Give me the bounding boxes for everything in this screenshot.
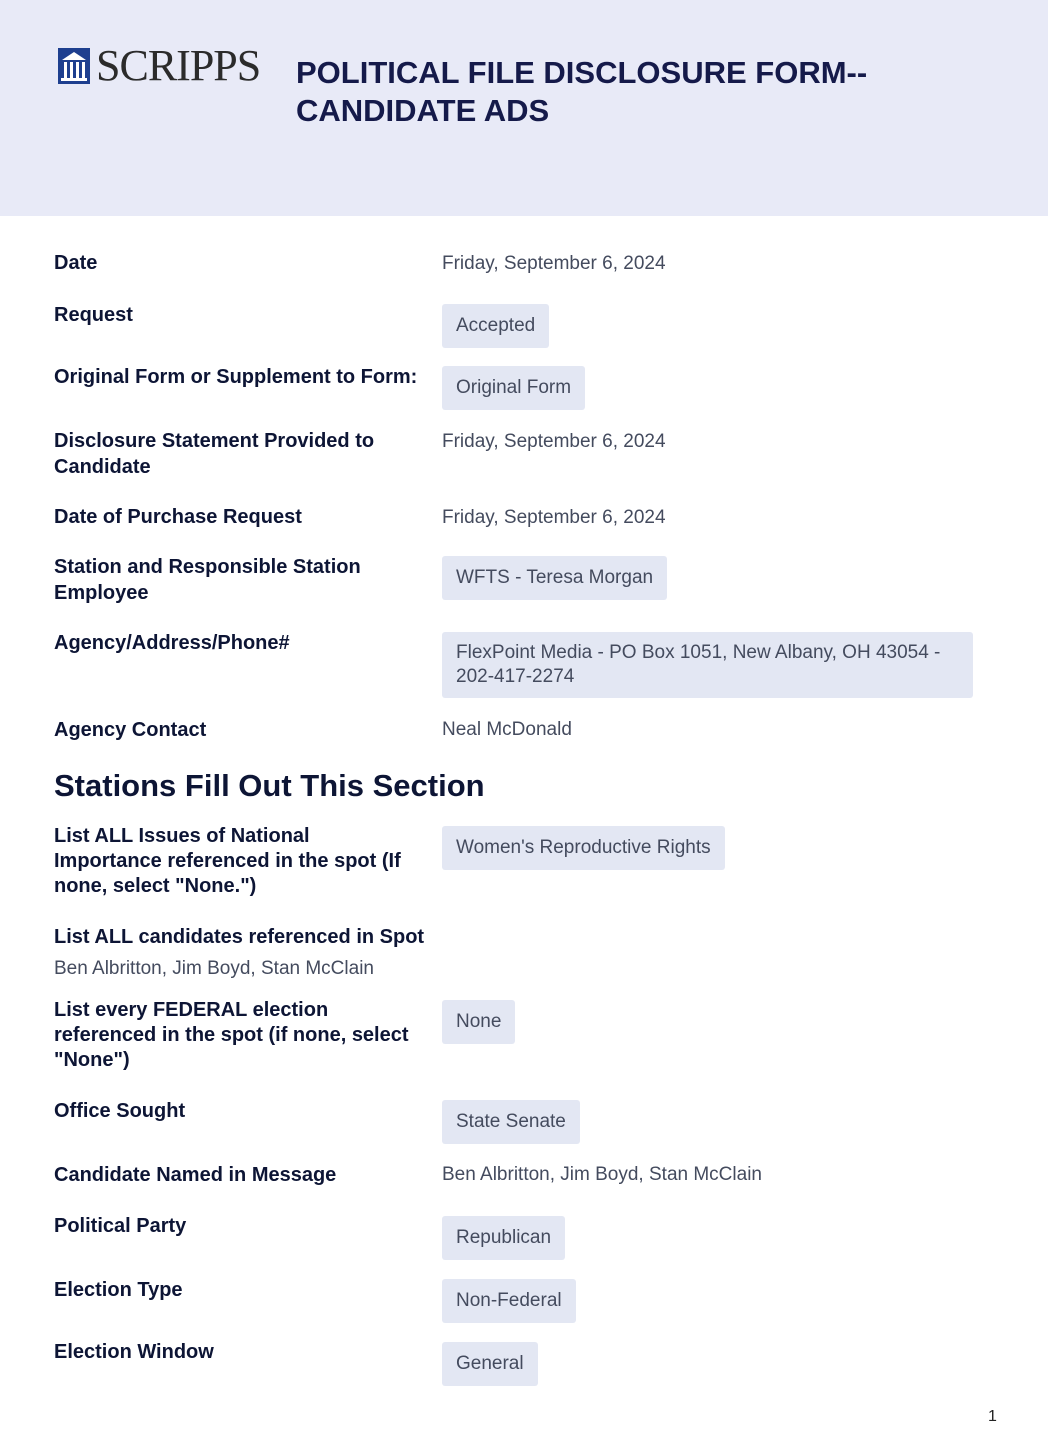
federal-label-line-1: List every FEDERAL election: [54, 999, 329, 1021]
stations-section-heading: Stations Fill Out This Section: [54, 768, 485, 803]
disclosure-value: Friday, September 6, 2024: [442, 431, 666, 452]
office-sought-value: State Senate: [442, 1100, 580, 1144]
election-window-value: General: [442, 1342, 538, 1386]
election-type-label: Election Type: [54, 1279, 183, 1301]
agency-contact-label: Agency Contact: [54, 719, 207, 741]
issues-label-line-2: Importance referenced in the spot (If: [54, 850, 401, 872]
station-label: [54, 554, 434, 606]
issues-label: [54, 824, 434, 899]
office-sought-label: Office Sought: [54, 1100, 186, 1122]
header-band: [0, 0, 1048, 216]
candidate-named-value: Ben Albritton, Jim Boyd, Stan McClain: [442, 1164, 762, 1185]
purchase-date-label: Date of Purchase Request: [54, 506, 302, 528]
candidates-label: List ALL candidates referenced in Spot: [54, 926, 425, 948]
date-value: Friday, September 6, 2024: [442, 253, 666, 274]
political-party-label: Political Party: [54, 1215, 187, 1237]
original-form-label: Original Form or Supplement to Form:: [54, 366, 418, 388]
original-form-value: Original Form: [442, 366, 585, 410]
request-label: Request: [54, 304, 133, 326]
federal-election-label: [54, 998, 434, 1073]
agency-value-line-1: FlexPoint Media - PO Box 1051, New Albany, OH 43054 -: [456, 642, 941, 663]
purchase-date-value: Friday, September 6, 2024: [442, 507, 666, 528]
station-label-line-1: Station and Responsible Station: [54, 556, 361, 578]
agency-contact-value: Neal McDonald: [442, 719, 572, 740]
agency-label: Agency/Address/Phone#: [54, 632, 290, 654]
disclosure-label-line-1: Disclosure Statement Provided to: [54, 430, 375, 452]
scripps-logo: [58, 41, 261, 90]
lighthouse-logo-icon: [58, 48, 90, 84]
disclosure-label: [54, 428, 434, 480]
station-label-line-2: Employee: [54, 582, 149, 604]
page-number: 1: [988, 1408, 997, 1425]
political-party-value: Republican: [442, 1216, 565, 1260]
station-value: WFTS - Teresa Morgan: [442, 556, 667, 600]
federal-label-line-2: referenced in the spot (if none, select: [54, 1024, 409, 1046]
issues-value: Women's Reproductive Rights: [442, 826, 725, 870]
title-line-2: CANDIDATE ADS: [296, 93, 550, 128]
agency-value: [442, 632, 973, 698]
candidate-named-label: Candidate Named in Message: [54, 1164, 337, 1186]
election-window-label: Election Window: [54, 1341, 214, 1363]
agency-value-line-2: 202-417-2274: [456, 666, 575, 687]
issues-label-line-1: List ALL Issues of National: [54, 825, 310, 847]
disclosure-label-line-2: Candidate: [54, 456, 151, 478]
logo-wordmark: SCRIPPS: [96, 41, 261, 90]
date-label: Date: [54, 252, 98, 274]
election-type-value: Non-Federal: [442, 1279, 576, 1323]
page-title: [296, 54, 996, 130]
federal-election-value: None: [442, 1000, 515, 1044]
candidates-value: Ben Albritton, Jim Boyd, Stan McClain: [54, 958, 374, 979]
title-line-1: POLITICAL FILE DISCLOSURE FORM--: [296, 55, 868, 90]
issues-label-line-3: none, select "None."): [54, 875, 257, 897]
request-value: Accepted: [442, 304, 549, 348]
federal-label-line-3: "None"): [54, 1049, 130, 1071]
